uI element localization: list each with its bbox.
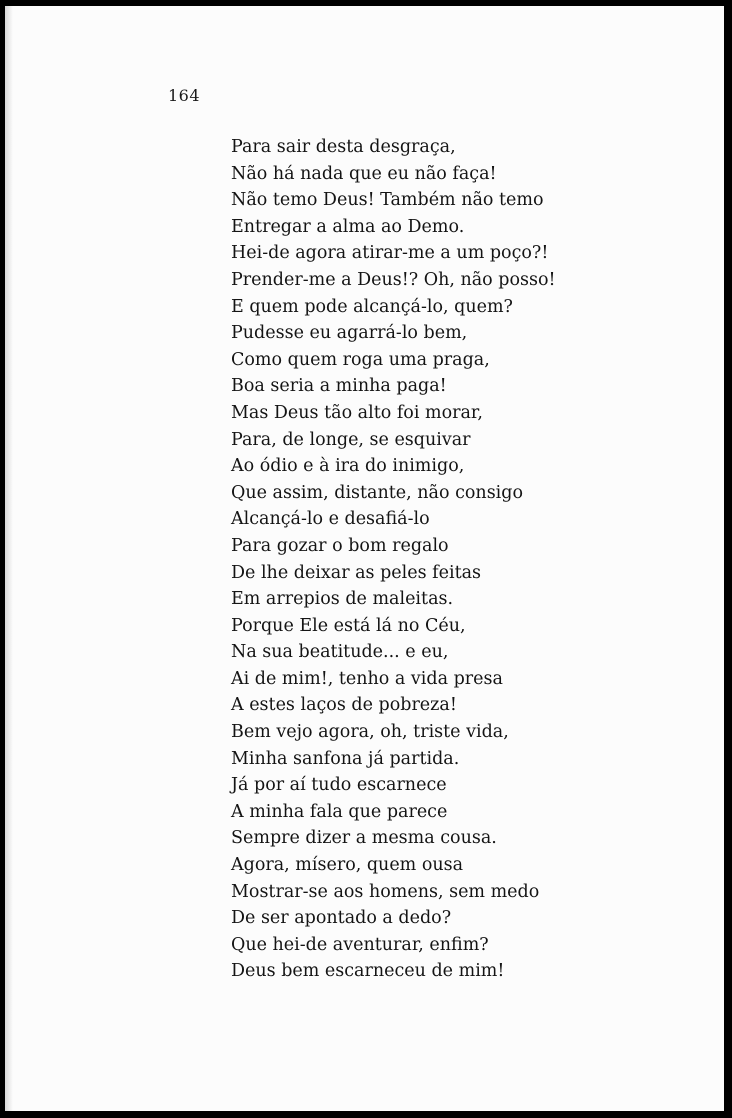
poem-line: Hei-de agora atirar-me a um poço?! [231,243,549,264]
poem-line: Prender-me a Deus!? Oh, não posso! [231,269,556,290]
scan-border-right [724,0,732,1118]
poem-line: Porque Ele está lá no Céu, [231,615,466,636]
poem-line: E quem pode alcançá-lo, quem? [231,296,513,317]
poem-line: Mas Deus tão alto foi morar, [231,402,483,423]
poem-line: Minha sanfona já partida. [231,748,460,769]
scan-border-top [0,0,732,6]
poem-text [231,134,651,985]
poem-line: Para sair desta desgraça, [231,137,456,157]
poem-line: Boa seria a minha paga! [231,376,447,397]
scan-border-bottom [0,1111,732,1118]
poem-line: Bem vejo agora, oh, triste vida, [231,722,509,743]
poem-line: Ai de mim!, tenho a vida presa [231,668,503,689]
poem-line: De lhe deixar as peles feitas [231,562,482,583]
poem-line: Pudesse eu agarrá-lo bem, [231,323,468,344]
poem-line: Não temo Deus! Também não temo [231,190,544,211]
poem-line: De ser apontado a dedo? [231,908,452,929]
poem-line: Em arrepios de maleitas. [231,589,454,610]
poem-line: Já por aí tudo escarnece [231,775,447,796]
poem-line: Para gozar o bom regalo [231,535,449,556]
poem-line: Não há nada que eu não faça! [231,163,497,184]
poem-line: Agora, mísero, quem ousa [231,855,464,876]
poem-line: Na sua beatitude... e eu, [231,642,449,663]
poem-line: Como quem roga uma praga, [231,349,490,370]
poem-line: A estes laços de pobreza! [231,695,457,716]
page-number: 164 [168,86,201,105]
poem-line: Que assim, distante, não consigo [231,482,524,503]
poem-line: A minha fala que parece [231,801,448,822]
poem-line: Sempre dizer a mesma cousa. [231,828,497,849]
poem-line: Que hei-de aventurar, enfim? [231,934,489,955]
poem-line: Para, de longe, se esquivar [231,429,471,450]
poem-line: Deus bem escarneceu de mim! [231,961,505,982]
poem-line: Alcançá-lo e desafiá-lo [231,509,430,530]
poem-line: Entregar a alma ao Demo. [231,216,465,237]
poem-line: Ao ódio e à ira do inimigo, [231,456,465,477]
page-edge-shadow [5,6,13,1111]
poem-line: Mostrar-se aos homens, sem medo [231,881,540,902]
